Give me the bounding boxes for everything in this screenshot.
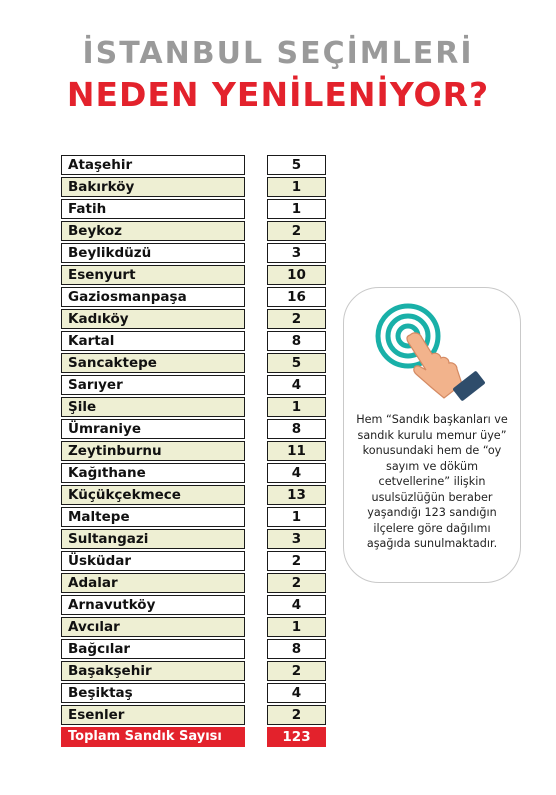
district-name: Esenler	[61, 705, 245, 725]
table-row	[0, 616, 556, 638]
district-count: 4	[267, 375, 326, 395]
district-count: 1	[267, 617, 326, 637]
district-count: 13	[267, 485, 326, 505]
district-name: Fatih	[61, 199, 245, 219]
title-line-1: İSTANBUL SEÇİMLERİ	[82, 36, 474, 71]
district-name: Bağcılar	[61, 639, 245, 659]
district-count: 2	[267, 705, 326, 725]
table-row	[0, 594, 556, 616]
district-name: Üsküdar	[61, 551, 245, 571]
district-count: 2	[267, 661, 326, 681]
total-value: 123	[267, 727, 326, 747]
district-count: 10	[267, 265, 326, 285]
district-name: Arnavutköy	[61, 595, 245, 615]
district-count: 4	[267, 683, 326, 703]
district-name: Bakırköy	[61, 177, 245, 197]
table-row	[0, 704, 556, 726]
table-row	[0, 242, 556, 264]
district-name: Kartal	[61, 331, 245, 351]
district-name: Esenyurt	[61, 265, 245, 285]
district-name: Küçükçekmece	[61, 485, 245, 505]
district-name: Zeytinburnu	[61, 441, 245, 461]
district-count: 2	[267, 221, 326, 241]
total-row	[0, 726, 556, 748]
district-count: 4	[267, 595, 326, 615]
info-card-text: Hem “Sandık başkanları ve sandık kurulu memur üye” konusundaki hem de “oy sayım ve döküm cetvellerine” ilişkin usulsüzlüğün beraber yaşandığı 123 sandığın ilçelere göre dağılımı aşağıda sunulmaktadır.	[356, 413, 508, 550]
district-name: Sancaktepe	[61, 353, 245, 373]
district-name: Avcılar	[61, 617, 245, 637]
district-count: 4	[267, 463, 326, 483]
table-row	[0, 660, 556, 682]
district-count: 1	[267, 199, 326, 219]
district-name: Sultangazi	[61, 529, 245, 549]
total-label: Toplam Sandık Sayısı	[61, 727, 245, 747]
district-name: Maltepe	[61, 507, 245, 527]
district-count: 2	[267, 309, 326, 329]
table-row	[0, 264, 556, 286]
finger-tap-icon	[374, 302, 494, 402]
district-count: 3	[267, 529, 326, 549]
district-count: 8	[267, 639, 326, 659]
title-line-2: NEDEN YENİLENİYOR?	[66, 75, 490, 114]
district-name: Ataşehir	[61, 155, 245, 175]
table-row	[0, 154, 556, 176]
district-count: 1	[267, 397, 326, 417]
table-row	[0, 220, 556, 242]
district-name: Ümraniye	[61, 419, 245, 439]
table-row	[0, 198, 556, 220]
district-name: Kadıköy	[61, 309, 245, 329]
district-name: Adalar	[61, 573, 245, 593]
district-name: Beylikdüzü	[61, 243, 245, 263]
district-name: Kağıthane	[61, 463, 245, 483]
district-count: 2	[267, 551, 326, 571]
district-count: 1	[267, 177, 326, 197]
district-count: 5	[267, 353, 326, 373]
district-name: Sarıyer	[61, 375, 245, 395]
district-count: 8	[267, 419, 326, 439]
district-name: Beykoz	[61, 221, 245, 241]
district-count: 16	[267, 287, 326, 307]
district-count: 1	[267, 507, 326, 527]
district-count: 8	[267, 331, 326, 351]
table-row	[0, 176, 556, 198]
district-count: 2	[267, 573, 326, 593]
table-row	[0, 682, 556, 704]
district-name: Başakşehir	[61, 661, 245, 681]
district-name: Gaziosmanpaşa	[61, 287, 245, 307]
table-row	[0, 638, 556, 660]
district-name: Şile	[61, 397, 245, 417]
district-count: 3	[267, 243, 326, 263]
district-name: Beşiktaş	[61, 683, 245, 703]
district-count: 5	[267, 155, 326, 175]
district-count: 11	[267, 441, 326, 461]
